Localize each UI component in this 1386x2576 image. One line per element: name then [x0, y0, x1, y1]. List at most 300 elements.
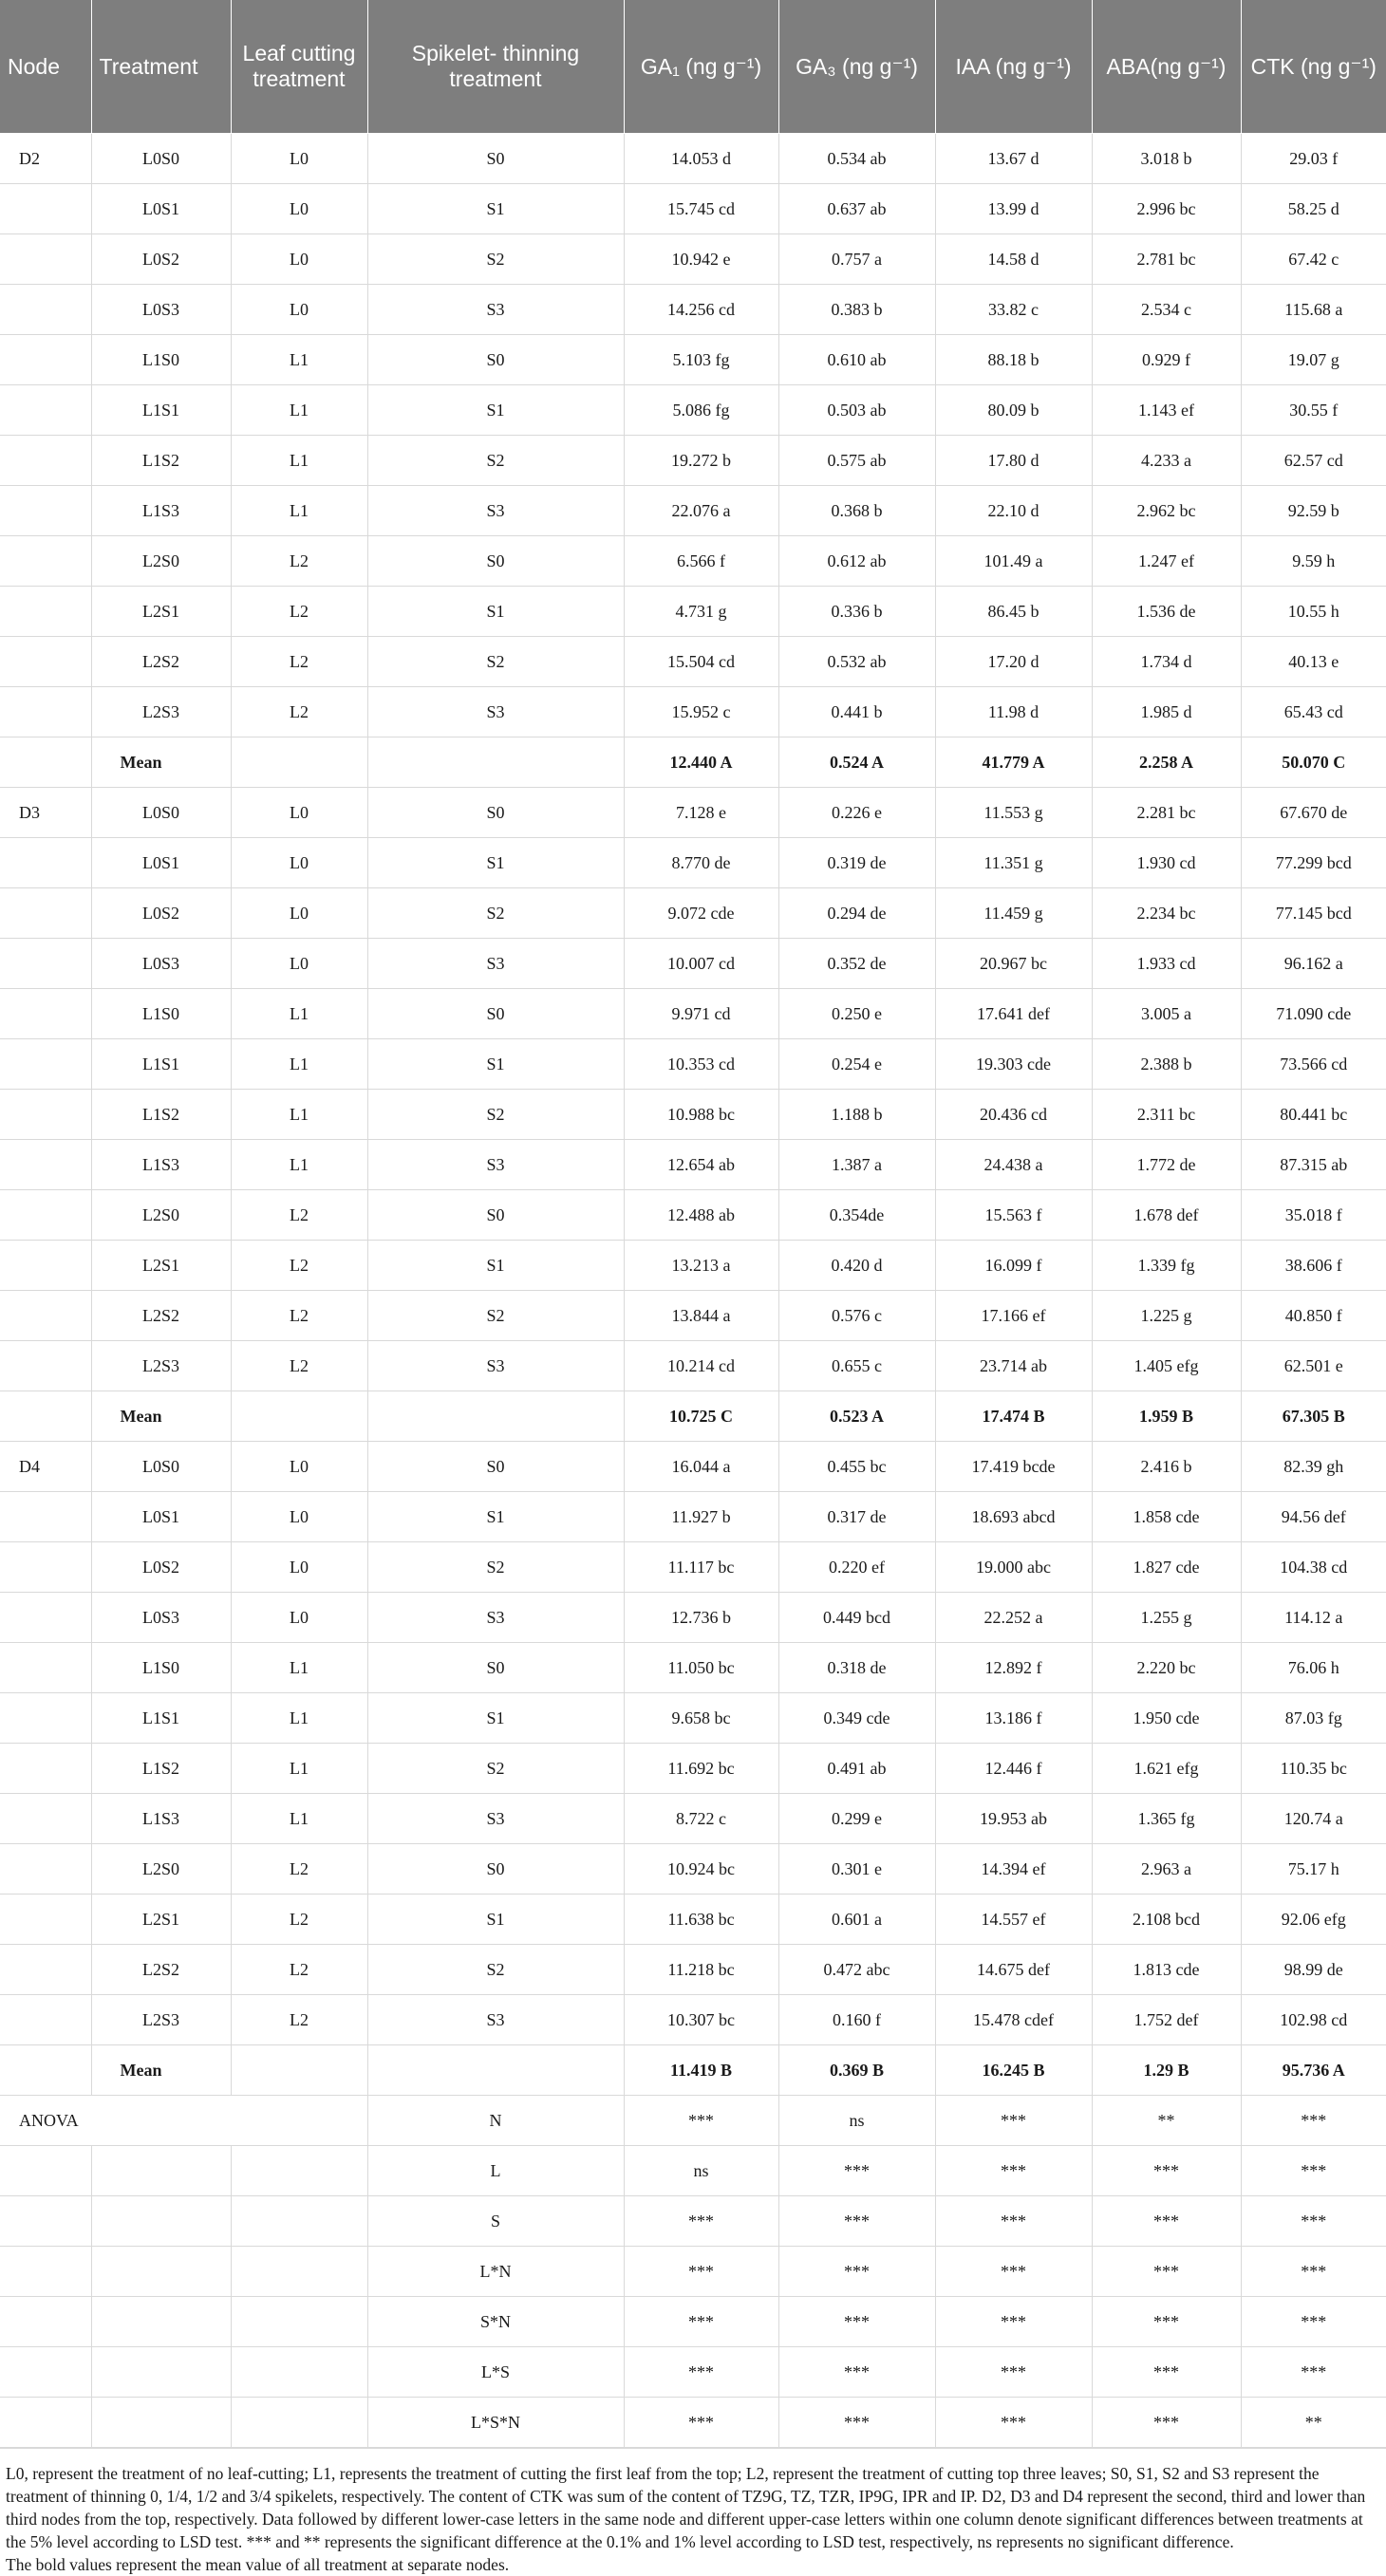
ga3-mean-cell: 0.369 B: [778, 2045, 935, 2096]
iaa-cell: 12.892 f: [935, 1643, 1092, 1693]
table-row: [0, 1542, 1386, 1593]
anova-factor: N: [367, 2096, 624, 2146]
table-row: [0, 1190, 1386, 1241]
ga1-cell: 6.566 f: [624, 536, 778, 587]
leaf-cutting-cell: L0: [231, 1542, 367, 1593]
node-label: D3: [0, 788, 91, 838]
leaf-cutting-cell: L1: [231, 1744, 367, 1794]
ctk-significance: ***: [1241, 2297, 1386, 2347]
treatment-cell: L1S1: [91, 385, 231, 436]
ga1-cell: 11.927 b: [624, 1492, 778, 1542]
ga1-cell: 4.731 g: [624, 587, 778, 637]
spikelet-thinning-cell: S0: [367, 335, 624, 385]
mean-label: Mean: [91, 1391, 231, 1442]
ga1-cell: 12.488 ab: [624, 1190, 778, 1241]
ga1-cell: 10.007 cd: [624, 939, 778, 989]
table-row: [0, 134, 1386, 184]
ctk-cell: 80.441 bc: [1241, 1090, 1386, 1140]
ga1-cell: 9.971 cd: [624, 989, 778, 1039]
ga1-cell: 5.086 fg: [624, 385, 778, 436]
spikelet-thinning-cell: S1: [367, 838, 624, 888]
treatment-cell: L2S0: [91, 1190, 231, 1241]
treatment-cell: L1S3: [91, 1794, 231, 1844]
ctk-significance: ***: [1241, 2096, 1386, 2146]
ga3-cell: 0.299 e: [778, 1794, 935, 1844]
aba-significance: **: [1092, 2096, 1241, 2146]
treatment-cell: L2S3: [91, 687, 231, 737]
mean-row: [0, 737, 1386, 788]
ctk-cell: 92.06 efg: [1241, 1895, 1386, 1945]
spikelet-thinning-cell: S1: [367, 587, 624, 637]
spikelet-thinning-cell: S1: [367, 1492, 624, 1542]
aba-cell: 2.234 bc: [1092, 888, 1241, 939]
empty-cell: [0, 2247, 91, 2297]
node-empty-cell: [0, 486, 91, 536]
ga3-cell: 0.336 b: [778, 587, 935, 637]
aba-cell: 3.005 a: [1092, 989, 1241, 1039]
aba-cell: 1.247 ef: [1092, 536, 1241, 587]
spikelet-thinning-cell: S3: [367, 1794, 624, 1844]
iaa-cell: 15.478 cdef: [935, 1995, 1092, 2045]
iaa-cell: 13.67 d: [935, 134, 1092, 184]
ga1-cell: 8.770 de: [624, 838, 778, 888]
ga3-cell: 0.317 de: [778, 1492, 935, 1542]
empty-cell: [231, 2247, 367, 2297]
treatment-cell: L0S3: [91, 1593, 231, 1643]
ctk-cell: 110.35 bc: [1241, 1744, 1386, 1794]
aba-cell: 1.255 g: [1092, 1593, 1241, 1643]
ga3-cell: 0.301 e: [778, 1844, 935, 1895]
aba-mean-cell: 1.29 B: [1092, 2045, 1241, 2096]
table-body: [0, 134, 1386, 2448]
ctk-significance: ***: [1241, 2146, 1386, 2196]
leaf-cutting-cell: L1: [231, 989, 367, 1039]
leaf-cutting-cell: L2: [231, 536, 367, 587]
node-empty-cell: [0, 1391, 91, 1442]
anova-row: [0, 2196, 1386, 2247]
leaf-cutting-cell: L0: [231, 888, 367, 939]
spikelet-thinning-cell: S2: [367, 1291, 624, 1341]
ga3-cell: 0.441 b: [778, 687, 935, 737]
leaf-cutting-cell: L1: [231, 1794, 367, 1844]
table-row: [0, 1995, 1386, 2045]
spikelet-thinning-cell: S0: [367, 134, 624, 184]
anova-factor: L*N: [367, 2247, 624, 2297]
node-label: D4: [0, 1442, 91, 1492]
treatment-cell: L2S1: [91, 1241, 231, 1291]
ctk-cell: 62.57 cd: [1241, 436, 1386, 486]
ga3-cell: 0.449 bcd: [778, 1593, 935, 1643]
iaa-cell: 20.436 cd: [935, 1090, 1092, 1140]
ctk-cell: 10.55 h: [1241, 587, 1386, 637]
iaa-cell: 22.252 a: [935, 1593, 1092, 1643]
table-row: [0, 1140, 1386, 1190]
footnote-abbreviations: L0, represent the treatment of no leaf-cutting; L1, represents the treatment of cutting the first leaf from the top; L2, represent the treatment of cutting top three leaves; S0, S1, S2 and S3 represent the treatment of thinning 0, 1/4, 1/2 and 3/4 spikelets, respectively. The content of CTK was sum of the content of TZ9G, TZ, TZR, IP9G, IPR and IP. D2, D3 and D4 represent the second, third and lower than third nodes from the top, respectively. Data followed by different lower-case letters in the same node and different upper-case letters within one column denote significant differences between treatments at the 5% level according to LSD test. *** and ** represents the significant difference at the 0.1% and 1% level according to LSD test, respectively, ns represents no significant difference.: [6, 2464, 1366, 2551]
ga3-significance: ***: [778, 2347, 935, 2398]
iaa-significance: ***: [935, 2096, 1092, 2146]
aba-cell: 1.813 cde: [1092, 1945, 1241, 1995]
spikelet-thinning-cell: S2: [367, 1090, 624, 1140]
iaa-cell: 19.000 abc: [935, 1542, 1092, 1593]
treatment-cell: L0S0: [91, 1442, 231, 1492]
ga1-cell: 9.072 cde: [624, 888, 778, 939]
ctk-cell: 38.606 f: [1241, 1241, 1386, 1291]
iaa-cell: 19.303 cde: [935, 1039, 1092, 1090]
ga1-cell: 12.654 ab: [624, 1140, 778, 1190]
ga1-cell: 8.722 c: [624, 1794, 778, 1844]
ga1-cell: 10.942 e: [624, 234, 778, 285]
aba-cell: 1.405 efg: [1092, 1341, 1241, 1391]
empty-cell: [91, 2297, 231, 2347]
ctk-mean-cell: 50.070 C: [1241, 737, 1386, 788]
aba-cell: 2.962 bc: [1092, 486, 1241, 536]
iaa-cell: 22.10 d: [935, 486, 1092, 536]
spikelet-thinning-cell: S2: [367, 234, 624, 285]
empty-cell: [0, 2398, 91, 2448]
table-row: [0, 838, 1386, 888]
treatment-cell: L2S2: [91, 1945, 231, 1995]
table-row: [0, 1492, 1386, 1542]
iaa-significance: ***: [935, 2146, 1092, 2196]
aba-cell: 1.930 cd: [1092, 838, 1241, 888]
iaa-cell: 18.693 abcd: [935, 1492, 1092, 1542]
ga3-cell: 1.387 a: [778, 1140, 935, 1190]
leaf-cutting-cell: L0: [231, 285, 367, 335]
iaa-cell: 17.80 d: [935, 436, 1092, 486]
iaa-cell: 14.58 d: [935, 234, 1092, 285]
iaa-cell: 17.641 def: [935, 989, 1092, 1039]
ctk-significance: ***: [1241, 2196, 1386, 2247]
ctk-cell: 58.25 d: [1241, 184, 1386, 234]
ga1-cell: 13.844 a: [624, 1291, 778, 1341]
treatment-cell: L0S1: [91, 838, 231, 888]
node-empty-cell: [0, 1090, 91, 1140]
table-row: [0, 1442, 1386, 1492]
spikelet-thinning-cell: S0: [367, 788, 624, 838]
aba-cell: 1.752 def: [1092, 1995, 1241, 2045]
iaa-significance: ***: [935, 2347, 1092, 2398]
table-row: [0, 1693, 1386, 1744]
leaf-cutting-cell: L1: [231, 436, 367, 486]
table-row: [0, 1945, 1386, 1995]
header-ga3: GA₃ (ng g⁻¹): [778, 0, 935, 134]
empty-cell: [0, 2196, 91, 2247]
treatment-cell: L2S1: [91, 587, 231, 637]
aba-mean-cell: 2.258 A: [1092, 737, 1241, 788]
leaf-cutting-cell: L2: [231, 1995, 367, 2045]
node-empty-cell: [0, 1593, 91, 1643]
treatment-cell: L0S1: [91, 184, 231, 234]
node-empty-cell: [0, 2045, 91, 2096]
spikelet-thinning-cell: S1: [367, 1895, 624, 1945]
table-row: [0, 1844, 1386, 1895]
ga1-cell: 15.952 c: [624, 687, 778, 737]
ga3-cell: 0.368 b: [778, 486, 935, 536]
node-empty-cell: [0, 1241, 91, 1291]
node-empty-cell: [0, 1039, 91, 1090]
ga1-cell: 11.117 bc: [624, 1542, 778, 1593]
spikelet-thinning-cell: S2: [367, 888, 624, 939]
spikelet-thinning-cell: S3: [367, 687, 624, 737]
table-footnotes: [0, 2448, 1386, 2576]
ga1-significance: ***: [624, 2347, 778, 2398]
iaa-cell: 11.98 d: [935, 687, 1092, 737]
node-empty-cell: [0, 587, 91, 637]
anova-factor: S: [367, 2196, 624, 2247]
aba-cell: 1.985 d: [1092, 687, 1241, 737]
ga1-significance: ***: [624, 2398, 778, 2448]
leaf-cutting-cell: L0: [231, 1593, 367, 1643]
treatment-cell: L1S0: [91, 989, 231, 1039]
treatment-cell: L1S0: [91, 1643, 231, 1693]
ctk-cell: 104.38 cd: [1241, 1542, 1386, 1593]
node-empty-cell: [0, 1744, 91, 1794]
ga3-cell: 0.294 de: [778, 888, 935, 939]
leaf-cutting-cell: L1: [231, 335, 367, 385]
empty-cell: [231, 2045, 367, 2096]
iaa-cell: 20.967 bc: [935, 939, 1092, 989]
ga3-cell: 0.318 de: [778, 1643, 935, 1693]
treatment-cell: L0S2: [91, 888, 231, 939]
empty-cell: [91, 2347, 231, 2398]
aba-cell: 1.827 cde: [1092, 1542, 1241, 1593]
leaf-cutting-cell: L0: [231, 939, 367, 989]
spikelet-thinning-cell: S0: [367, 536, 624, 587]
anova-factor: L*S: [367, 2347, 624, 2398]
node-empty-cell: [0, 989, 91, 1039]
iaa-cell: 24.438 a: [935, 1140, 1092, 1190]
aba-significance: ***: [1092, 2398, 1241, 2448]
ga1-cell: 11.638 bc: [624, 1895, 778, 1945]
ga1-cell: 11.050 bc: [624, 1643, 778, 1693]
ctk-cell: 87.03 fg: [1241, 1693, 1386, 1744]
leaf-cutting-cell: L1: [231, 1643, 367, 1693]
leaf-cutting-cell: L0: [231, 184, 367, 234]
header-iaa: IAA (ng g⁻¹): [935, 0, 1092, 134]
treatment-cell: L0S1: [91, 1492, 231, 1542]
table-row: [0, 436, 1386, 486]
table-row: [0, 1291, 1386, 1341]
ga1-cell: 14.256 cd: [624, 285, 778, 335]
ga3-significance: ***: [778, 2146, 935, 2196]
iaa-cell: 86.45 b: [935, 587, 1092, 637]
iaa-cell: 13.186 f: [935, 1693, 1092, 1744]
aba-cell: 1.339 fg: [1092, 1241, 1241, 1291]
table-row: [0, 1895, 1386, 1945]
spikelet-thinning-cell: S2: [367, 1542, 624, 1593]
aba-cell: 4.233 a: [1092, 436, 1241, 486]
ga1-significance: ***: [624, 2096, 778, 2146]
node-empty-cell: [0, 888, 91, 939]
ctk-cell: 40.850 f: [1241, 1291, 1386, 1341]
aba-cell: 1.536 de: [1092, 587, 1241, 637]
ctk-cell: 76.06 h: [1241, 1643, 1386, 1693]
aba-significance: ***: [1092, 2196, 1241, 2247]
iaa-significance: ***: [935, 2398, 1092, 2448]
ctk-cell: 29.03 f: [1241, 134, 1386, 184]
treatment-cell: L0S3: [91, 285, 231, 335]
aba-cell: 1.143 ef: [1092, 385, 1241, 436]
treatment-cell: L1S1: [91, 1039, 231, 1090]
aba-cell: 2.416 b: [1092, 1442, 1241, 1492]
ga3-significance: ns: [778, 2096, 935, 2146]
leaf-cutting-cell: L1: [231, 486, 367, 536]
ga1-cell: 11.218 bc: [624, 1945, 778, 1995]
leaf-cutting-cell: L2: [231, 637, 367, 687]
ga3-cell: 0.319 de: [778, 838, 935, 888]
aba-cell: 1.734 d: [1092, 637, 1241, 687]
mean-label: Mean: [91, 737, 231, 788]
ctk-significance: ***: [1241, 2347, 1386, 2398]
ga1-cell: 10.307 bc: [624, 1995, 778, 2045]
ga3-cell: 0.575 ab: [778, 436, 935, 486]
table-row: [0, 788, 1386, 838]
treatment-cell: L1S2: [91, 1744, 231, 1794]
aba-cell: 0.929 f: [1092, 335, 1241, 385]
spikelet-thinning-cell: S0: [367, 989, 624, 1039]
leaf-cutting-cell: L2: [231, 587, 367, 637]
spikelet-thinning-cell: S0: [367, 1844, 624, 1895]
ctk-cell: 67.670 de: [1241, 788, 1386, 838]
leaf-cutting-cell: L2: [231, 1190, 367, 1241]
ga3-cell: 0.455 bc: [778, 1442, 935, 1492]
header-aba: ABA(ng g⁻¹): [1092, 0, 1241, 134]
header-ctk: CTK (ng g⁻¹): [1241, 0, 1386, 134]
aba-cell: 1.621 efg: [1092, 1744, 1241, 1794]
empty-cell: [231, 1391, 367, 1442]
header-leaf-cutting: Leaf cutting treatment: [231, 0, 367, 134]
spikelet-thinning-cell: S3: [367, 486, 624, 536]
treatment-cell: L1S3: [91, 486, 231, 536]
spikelet-thinning-cell: S3: [367, 939, 624, 989]
table-row: [0, 637, 1386, 687]
ga1-mean-cell: 11.419 B: [624, 2045, 778, 2096]
spikelet-thinning-cell: S2: [367, 1744, 624, 1794]
ctk-cell: 19.07 g: [1241, 335, 1386, 385]
anova-row: [0, 2146, 1386, 2196]
ga3-cell: 0.612 ab: [778, 536, 935, 587]
node-empty-cell: [0, 385, 91, 436]
spikelet-thinning-cell: S3: [367, 1995, 624, 2045]
spikelet-thinning-cell: S1: [367, 385, 624, 436]
treatment-cell: L2S3: [91, 1341, 231, 1391]
ctk-cell: 98.99 de: [1241, 1945, 1386, 1995]
leaf-cutting-cell: L1: [231, 1039, 367, 1090]
leaf-cutting-cell: L2: [231, 1945, 367, 1995]
treatment-cell: L1S3: [91, 1140, 231, 1190]
leaf-cutting-cell: L1: [231, 385, 367, 436]
table-row: [0, 285, 1386, 335]
table-row: [0, 335, 1386, 385]
table-row: [0, 1593, 1386, 1643]
ctk-cell: 75.17 h: [1241, 1844, 1386, 1895]
leaf-cutting-cell: L2: [231, 1844, 367, 1895]
ga3-cell: 0.601 a: [778, 1895, 935, 1945]
treatment-cell: L2S0: [91, 1844, 231, 1895]
header-node: Node: [0, 0, 91, 134]
ga1-cell: 10.214 cd: [624, 1341, 778, 1391]
ga1-cell: 22.076 a: [624, 486, 778, 536]
leaf-cutting-cell: L1: [231, 1693, 367, 1744]
node-empty-cell: [0, 184, 91, 234]
ga1-cell: 19.272 b: [624, 436, 778, 486]
ga1-significance: ***: [624, 2196, 778, 2247]
aba-cell: 1.678 def: [1092, 1190, 1241, 1241]
treatment-cell: L1S2: [91, 436, 231, 486]
aba-cell: 2.311 bc: [1092, 1090, 1241, 1140]
ga3-cell: 0.491 ab: [778, 1744, 935, 1794]
ctk-cell: 82.39 gh: [1241, 1442, 1386, 1492]
iaa-mean-cell: 41.779 A: [935, 737, 1092, 788]
empty-cell: [231, 2398, 367, 2448]
ga3-mean-cell: 0.523 A: [778, 1391, 935, 1442]
ga1-cell: 15.745 cd: [624, 184, 778, 234]
anova-factor: S*N: [367, 2297, 624, 2347]
ctk-cell: 77.299 bcd: [1241, 838, 1386, 888]
spikelet-thinning-cell: S3: [367, 1140, 624, 1190]
empty-cell: [367, 1391, 624, 1442]
leaf-cutting-cell: L2: [231, 687, 367, 737]
anova-label: ANOVA: [0, 2096, 367, 2146]
empty-cell: [0, 2146, 91, 2196]
treatment-cell: L2S2: [91, 637, 231, 687]
footnote-bold-values: The bold values represent the mean value of all treatment at separate nodes.: [6, 2555, 510, 2574]
treatment-cell: L0S3: [91, 939, 231, 989]
ga3-cell: 0.757 a: [778, 234, 935, 285]
node-empty-cell: [0, 1794, 91, 1844]
node-empty-cell: [0, 436, 91, 486]
aba-cell: 1.225 g: [1092, 1291, 1241, 1341]
spikelet-thinning-cell: S3: [367, 1341, 624, 1391]
ga1-mean-cell: 10.725 C: [624, 1391, 778, 1442]
node-empty-cell: [0, 1190, 91, 1241]
node-empty-cell: [0, 737, 91, 788]
table-row: [0, 989, 1386, 1039]
anova-row: [0, 2297, 1386, 2347]
ga3-cell: 0.655 c: [778, 1341, 935, 1391]
node-empty-cell: [0, 1995, 91, 2045]
ctk-significance: **: [1241, 2398, 1386, 2448]
treatment-cell: L1S1: [91, 1693, 231, 1744]
aba-significance: ***: [1092, 2347, 1241, 2398]
node-empty-cell: [0, 536, 91, 587]
ga3-cell: 0.352 de: [778, 939, 935, 989]
table-row: [0, 1039, 1386, 1090]
iaa-cell: 11.553 g: [935, 788, 1092, 838]
spikelet-thinning-cell: S0: [367, 1643, 624, 1693]
iaa-cell: 19.953 ab: [935, 1794, 1092, 1844]
anova-factor: L*S*N: [367, 2398, 624, 2448]
ga1-cell: 10.353 cd: [624, 1039, 778, 1090]
leaf-cutting-cell: L2: [231, 1341, 367, 1391]
treatment-cell: L0S0: [91, 134, 231, 184]
iaa-cell: 14.675 def: [935, 1945, 1092, 1995]
node-label: D2: [0, 134, 91, 184]
ctk-cell: 65.43 cd: [1241, 687, 1386, 737]
leaf-cutting-cell: L0: [231, 1442, 367, 1492]
ga3-significance: ***: [778, 2297, 935, 2347]
anova-row: [0, 2096, 1386, 2146]
iaa-cell: 88.18 b: [935, 335, 1092, 385]
empty-cell: [91, 2146, 231, 2196]
ga3-cell: 0.420 d: [778, 1241, 935, 1291]
table-row: [0, 1643, 1386, 1693]
table-row: [0, 687, 1386, 737]
leaf-cutting-cell: L0: [231, 234, 367, 285]
table-header-row: [0, 0, 1386, 134]
iaa-mean-cell: 17.474 B: [935, 1391, 1092, 1442]
treatment-cell: L2S0: [91, 536, 231, 587]
